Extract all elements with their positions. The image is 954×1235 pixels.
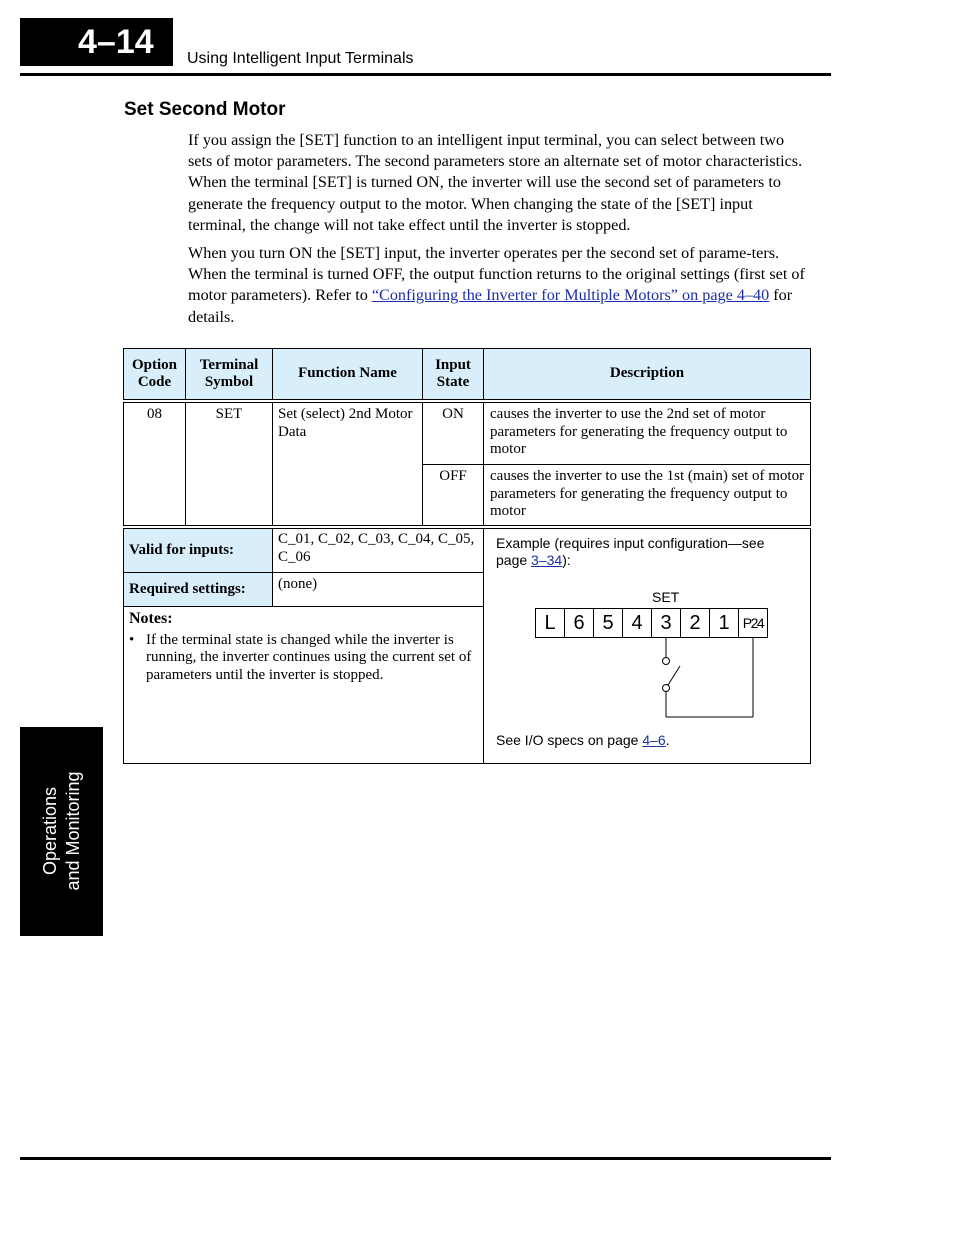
bullet-icon: •	[129, 631, 135, 648]
page-3-34-link[interactable]: 3–34	[531, 552, 563, 568]
cell-description-off: causes the inverter to use the 1st (main) set of motor parameters for generating the frequency output to motor	[483, 464, 811, 526]
switch-wiring-diagram	[484, 529, 810, 763]
multiple-motors-link[interactable]: “Configuring the Inverter for Multiple Motors” on page 4–40	[371, 286, 770, 305]
set-label: SET	[652, 589, 680, 605]
side-tab-line1: Operations	[40, 786, 60, 876]
notes-label: Notes:	[129, 610, 173, 627]
terminal-2: 2	[680, 608, 710, 638]
cell-terminal-symbol: SET	[185, 402, 273, 526]
terminal-4: 4	[622, 608, 652, 638]
terminal-p24: P24	[738, 608, 768, 638]
terminal-5: 5	[593, 608, 623, 638]
example-panel	[483, 528, 811, 764]
cell-function-name: Set (select) 2nd Motor Data	[272, 402, 423, 526]
page-number: 4–14	[20, 18, 173, 66]
io-specs-end: .	[665, 732, 670, 748]
valid-inputs-value: C_01, C_02, C_03, C_04, C_05, C_06	[272, 528, 484, 573]
valid-inputs-label: Valid for inputs:	[123, 528, 273, 573]
terminal-3: 3	[651, 608, 681, 638]
paragraph-text: When you turn ON the [SET] input, the inverter operates per the second set of parame-ters. When the terminal is turned OFF, the output function returns to the original settings (first set of motor parameters). Refer to	[188, 244, 805, 305]
terminal-1: 1	[709, 608, 739, 638]
required-settings-label: Required settings:	[123, 572, 273, 607]
header-description: Description	[483, 348, 811, 400]
header-terminal-symbol: Terminal Symbol	[185, 348, 273, 400]
io-specs-text: See I/O specs on page	[496, 732, 643, 748]
switch-contact-top	[663, 658, 670, 665]
note-text: If the terminal state is changed while the inverter is running, the inverter continues using the current set of parameters until the inverter is stopped.	[146, 631, 472, 683]
section-title: Set Second Motor	[124, 99, 286, 120]
example-caption-text: Example (requires input configuration—see page	[496, 535, 765, 568]
terminal-6: 6	[564, 608, 594, 638]
header-input-state: Input State	[422, 348, 484, 400]
header-rule	[20, 73, 831, 76]
page-4-6-link[interactable]: 4–6	[642, 732, 666, 748]
cell-description-on: causes the inverter to use the 2nd set of motor parameters for generating the frequency output to motor	[483, 402, 811, 465]
cell-state-off: OFF	[422, 464, 484, 526]
detail-paragraph	[188, 243, 808, 328]
cell-state-on: ON	[422, 402, 484, 465]
running-header: Using Intelligent Input Terminals	[187, 50, 414, 67]
io-specs-note	[496, 732, 670, 748]
header-function-name: Function Name	[272, 348, 423, 400]
paragraph-text-end: for details.	[188, 286, 793, 326]
notes-cell	[123, 606, 484, 764]
required-settings-value: (none)	[272, 572, 484, 607]
header-option-code: Option Code	[123, 348, 186, 400]
side-tab-line2: and Monitoring	[63, 771, 83, 891]
note-item	[129, 632, 475, 685]
terminal-l: L	[535, 608, 565, 638]
switch-contact-bottom	[663, 685, 670, 692]
chapter-side-tab	[20, 727, 103, 936]
example-caption-end: ):	[562, 552, 571, 568]
footer-rule	[20, 1157, 831, 1160]
cell-option-code: 08	[123, 402, 186, 526]
switch-lever	[668, 666, 680, 685]
intro-paragraph: If you assign the [SET] function to an intelligent input terminal, you can select between two sets of motor parameters. The second parameters store an alternate set of motor characteristics. When the terminal [SET] is turned ON, the inverter will use the second set of parameters to generate the frequency output to the motor. When changing the state of the [SET] input terminal, the change will not take effect until the inverter is stopped.	[188, 131, 803, 234]
